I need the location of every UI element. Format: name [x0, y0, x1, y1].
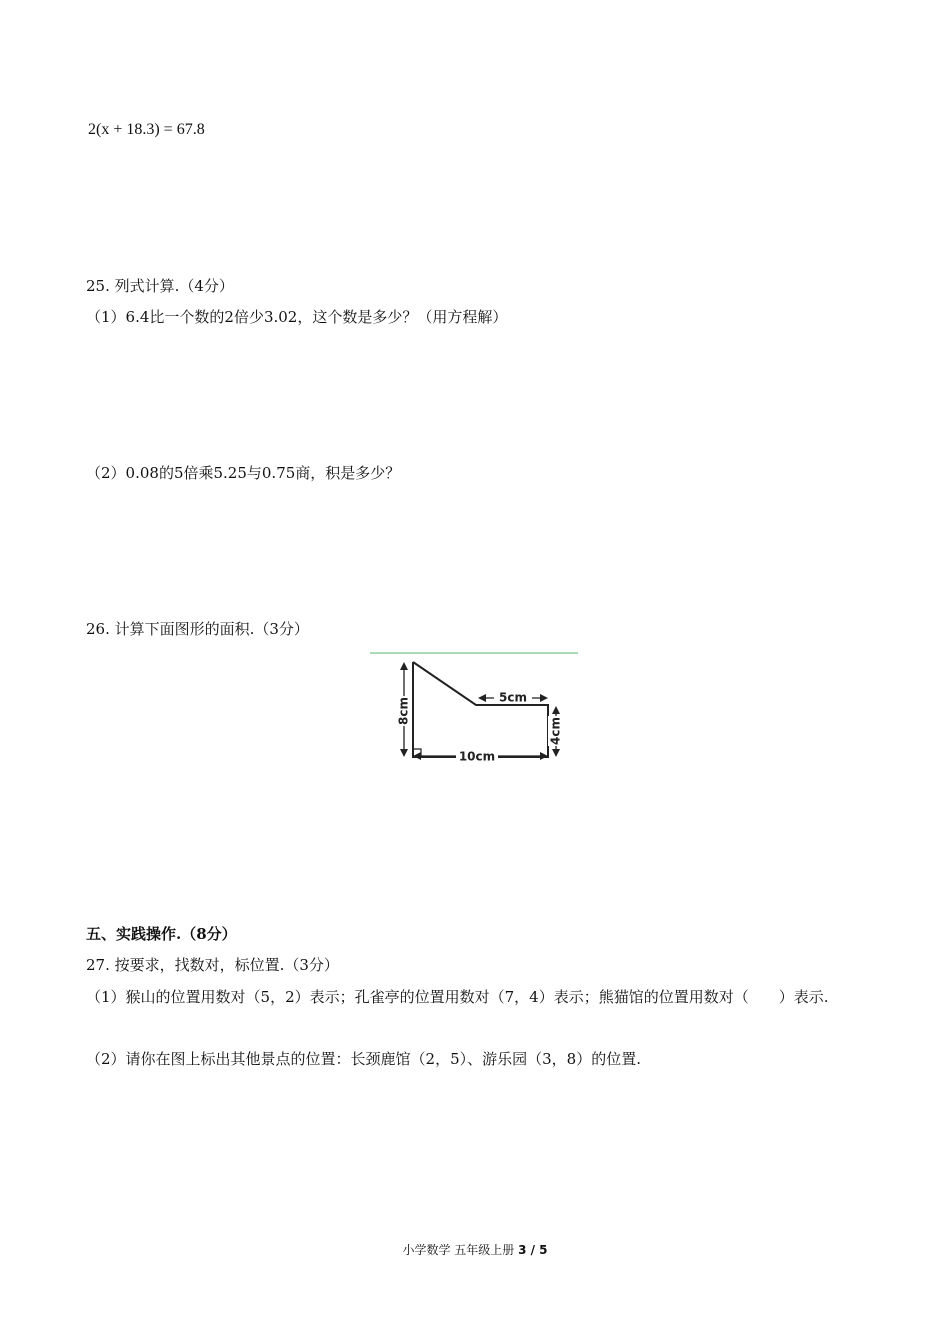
- right-arrow-bottom: [552, 749, 560, 757]
- left-arrow-top: [400, 662, 408, 670]
- label-left-height: 8cm: [396, 697, 411, 725]
- top-arrow-left: [478, 694, 486, 702]
- label-right-height: 4cm: [548, 717, 563, 745]
- bottom-arrow-left: [413, 752, 421, 760]
- top-arrow-right: [540, 694, 548, 702]
- question-27-part-2: （2）请你在图上标出其他景点的位置：长颈鹿馆（2，5）、游乐园（3，8）的位置.: [86, 1050, 641, 1068]
- area-figure: [368, 650, 580, 765]
- section-5-title: 五、实践操作.（8分）: [86, 925, 237, 943]
- left-arrow-bottom: [400, 749, 408, 757]
- label-bottom-width: 10cm: [458, 749, 496, 764]
- question-26-title: 26. 计算下面图形的面积.（3分）: [86, 620, 309, 638]
- question-25-title: 25. 列式计算.（4分）: [86, 277, 234, 295]
- question-27-part-1: （1）猴山的位置用数对（5，2）表示；孔雀亭的位置用数对（7，4）表示；熊猫馆的位置用数对（ ）表示.: [86, 988, 829, 1006]
- right-arrow-top: [552, 706, 560, 714]
- bottom-arrow-right: [540, 752, 548, 760]
- label-top-segment: 5cm: [499, 690, 527, 705]
- question-27-title: 27. 按要求，找数对，标位置.（3分）: [86, 956, 339, 974]
- question-25-part-1: （1）6.4比一个数的2倍少3.02，这个数是多少？（用方程解）: [86, 308, 508, 326]
- page-footer: [0, 1241, 950, 1259]
- equation: 2(x + 18.3) = 67.8: [88, 121, 205, 138]
- footer-subject: 小学数学 五年级上册: [402, 1243, 519, 1257]
- footer-page-number: 3 / 5: [518, 1243, 548, 1257]
- question-25-part-2: （2）0.08的5倍乘5.25与0.75商，积是多少？: [86, 464, 401, 482]
- figure-outline: [413, 662, 548, 757]
